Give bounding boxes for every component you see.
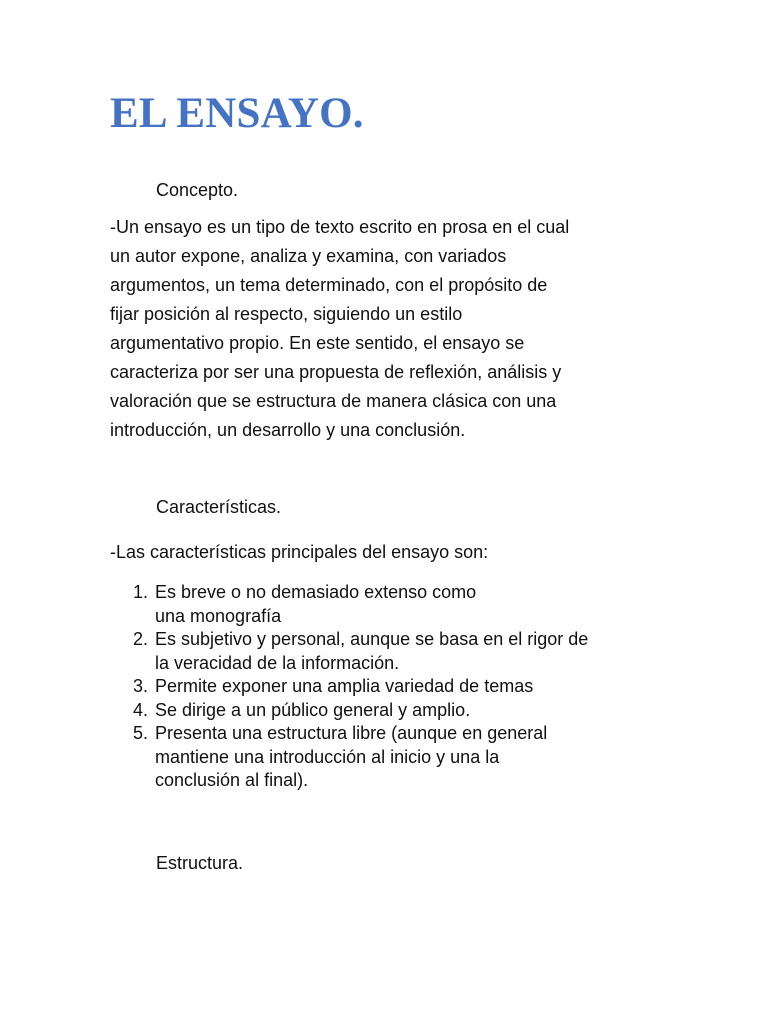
paragraph-line: fijar posición al respecto, siguiendo un estilo <box>110 304 463 324</box>
paragraph-line: -Un ensayo es un tipo de texto escrito en prosa en el cual <box>110 217 570 237</box>
paragraph-line: caracteriza por ser una propuesta de reflexión, análisis y <box>110 362 562 382</box>
list-item <box>133 628 588 675</box>
paragraph-line: valoración que se estructura de manera clásica con una <box>110 391 557 411</box>
paragraph-line: argumentos, un tema determinado, con el propósito de <box>110 275 548 295</box>
list-item-text: Presenta una estructura libre (aunque en general <box>155 723 548 743</box>
caracteristicas-list <box>133 581 588 793</box>
list-item-number: 2. <box>133 629 149 649</box>
list-item <box>133 581 588 628</box>
document-title: EL ENSAYO. <box>110 90 364 137</box>
list-item-text: Permite exponer una amplia variedad de temas <box>155 676 534 696</box>
list-item <box>133 722 588 793</box>
list-item-text: la veracidad de la información. <box>155 652 400 673</box>
paragraph-line: introducción, un desarrollo y una conclusión. <box>110 420 466 440</box>
paragraph-line: un autor expone, analiza y examina, con variados <box>110 246 507 266</box>
caracteristicas-lead: -Las características principales del ensayo son: <box>110 542 489 562</box>
heading-estructura-label: Estructura. <box>156 853 244 873</box>
list-item <box>133 675 588 699</box>
heading-estructura <box>134 851 243 875</box>
list-item <box>133 699 588 723</box>
list-item-text: Se dirige a un público general y amplio. <box>155 699 471 720</box>
list-item-text: Es breve o no demasiado extenso como <box>155 582 477 602</box>
list-item-text: una monografía <box>155 605 282 626</box>
list-item-number: 5. <box>133 723 149 743</box>
list-item-number: 4. <box>133 699 149 720</box>
list-item-text: Es subjetivo y personal, aunque se basa en el rigor de <box>155 629 589 649</box>
heading-caracteristicas <box>134 495 281 519</box>
list-item-text: mantiene una introducción al inicio y una la <box>155 746 500 767</box>
list-item-number: 3. <box>133 676 149 696</box>
list-item-number: 1. <box>133 582 149 602</box>
heading-concepto <box>134 178 238 202</box>
heading-concepto-label: Concepto. <box>156 180 239 200</box>
heading-caracteristicas-label: Características. <box>156 497 282 517</box>
concepto-paragraph <box>110 213 670 445</box>
paragraph-line: argumentativo propio. En este sentido, el ensayo se <box>110 333 525 353</box>
list-item-text: conclusión al final). <box>155 770 309 790</box>
